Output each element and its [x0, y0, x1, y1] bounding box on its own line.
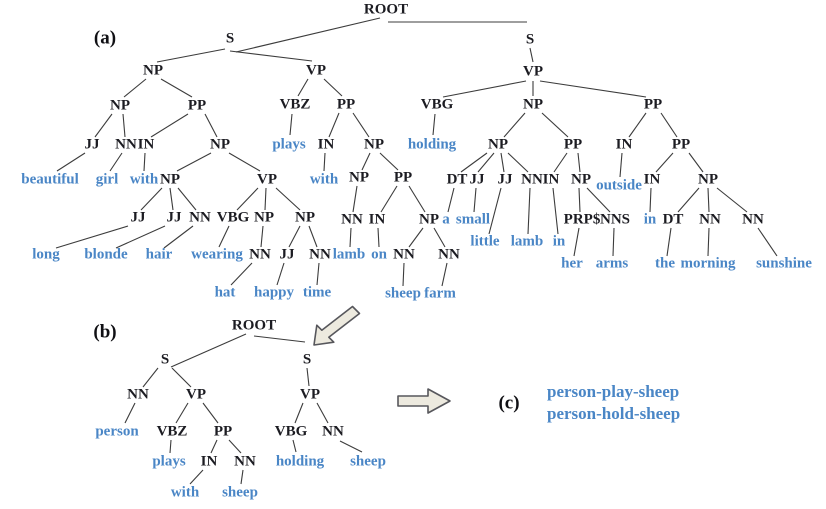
tag-nn: NN — [249, 246, 271, 263]
tag-np: NP — [419, 211, 439, 228]
word-lamb: lamb — [332, 246, 366, 263]
tag-s: S — [525, 31, 535, 48]
tag-jj: JJ — [469, 171, 485, 188]
word-with: with — [170, 484, 200, 501]
tag-vp: VP — [300, 386, 320, 403]
tag-jj: JJ — [279, 246, 295, 263]
tag-dt: DT — [446, 171, 468, 188]
word-outside: outside — [596, 177, 642, 194]
tag-np: NP — [364, 136, 384, 153]
word-with: with — [309, 171, 339, 188]
tag-np: NP — [698, 171, 718, 188]
tag-vp: VP — [257, 171, 277, 188]
tag-pp: PP — [336, 96, 356, 113]
tag-vbg: VBG — [216, 209, 250, 226]
word-her: her — [561, 255, 583, 272]
word-hat: hat — [214, 284, 236, 301]
tag-nn: NN — [393, 246, 415, 263]
word-in: in — [643, 211, 657, 228]
tag-nn: NN — [341, 211, 363, 228]
tag-vbg: VBG — [420, 96, 454, 113]
tag-s: S — [160, 351, 170, 368]
word-sheep: sheep — [385, 285, 421, 302]
word-with: with — [129, 171, 159, 188]
tag-dt: DT — [662, 211, 684, 228]
word-sheep: sheep — [222, 484, 258, 501]
arrow-b-to-c-icon — [398, 389, 450, 413]
tag-vp: VP — [523, 63, 543, 80]
tag-in: IN — [137, 136, 155, 153]
tag-vp: VP — [306, 62, 326, 79]
tag-s: S — [225, 30, 235, 47]
tag-np: NP — [254, 209, 274, 226]
tag-np: NP — [210, 136, 230, 153]
tag-in: IN — [615, 136, 633, 153]
word-sunshine: sunshine — [756, 255, 812, 272]
tag-vbz: VBZ — [279, 96, 311, 113]
word-blonde: blonde — [84, 246, 128, 263]
tag-jj: JJ — [130, 209, 146, 226]
tag-in: IN — [200, 453, 218, 470]
tag-np: NP — [160, 171, 180, 188]
word-wearing: wearing — [191, 246, 243, 263]
word-the: the — [655, 255, 675, 272]
tag-root: ROOT — [363, 1, 409, 18]
word-sheep: sheep — [350, 453, 386, 470]
tag-pp: PP — [187, 97, 207, 114]
tag-pp: PP — [671, 136, 691, 153]
tag-nn: NN — [699, 211, 721, 228]
word-person: person — [95, 423, 139, 440]
word-small: small — [455, 211, 491, 228]
tag-s: S — [302, 351, 312, 368]
tag-nns: NNS — [599, 211, 631, 228]
word-on: on — [371, 246, 387, 263]
tag-jj: JJ — [166, 209, 182, 226]
triple-person-hold-sheep: person-hold-sheep — [547, 404, 681, 423]
tag-jj: JJ — [497, 171, 513, 188]
tag-np: NP — [571, 171, 591, 188]
tag-pp: PP — [213, 423, 233, 440]
word-plays: plays — [272, 136, 306, 153]
tag-nn: NN — [521, 171, 543, 188]
panel-label-c: (c) — [498, 392, 520, 414]
word-time: time — [302, 284, 332, 301]
tag-nn: NN — [189, 209, 211, 226]
tag-nn: NN — [309, 246, 331, 263]
word-holding: holding — [407, 136, 457, 153]
word-girl: girl — [95, 171, 119, 188]
word-happy: happy — [253, 284, 295, 301]
tag-in: IN — [317, 136, 335, 153]
extracted-triples — [547, 381, 680, 425]
word-lamb: lamb — [510, 233, 544, 250]
word-long: long — [32, 246, 60, 263]
panel-label-a: (a) — [93, 27, 117, 49]
tag-pp: PP — [563, 136, 583, 153]
word-in: in — [552, 233, 566, 250]
tag-nn: NN — [115, 136, 137, 153]
tag-nn: NN — [742, 211, 764, 228]
tag-np: NP — [523, 96, 543, 113]
tag-vbz: VBZ — [156, 423, 188, 440]
tag-np: NP — [143, 62, 163, 79]
word-a: a — [442, 211, 450, 228]
tag-np: NP — [488, 136, 508, 153]
word-beautiful: beautiful — [21, 171, 79, 188]
word-little: little — [470, 233, 500, 250]
word-farm: farm — [424, 285, 456, 302]
tag-in: IN — [542, 171, 560, 188]
tag-np: NP — [110, 97, 130, 114]
word-hair: hair — [145, 246, 173, 263]
tag-in: IN — [368, 211, 386, 228]
tag-nn: NN — [127, 386, 149, 403]
tag-nn: NN — [322, 423, 344, 440]
word-arms: arms — [595, 255, 629, 272]
tag-root: ROOT — [231, 317, 277, 334]
word-holding: holding — [275, 453, 325, 470]
tag-nn: NN — [234, 453, 256, 470]
panel-label-b: (b) — [93, 321, 117, 343]
tag-vp: VP — [186, 386, 206, 403]
tag-pp: PP — [643, 96, 663, 113]
block-arrows — [314, 307, 450, 414]
word-morning: morning — [680, 255, 736, 272]
tag-jj: JJ — [84, 136, 100, 153]
tag-in: IN — [643, 171, 661, 188]
tag-pp: PP — [393, 169, 413, 186]
tag-nn: NN — [438, 246, 460, 263]
tag-vbg: VBG — [274, 423, 308, 440]
arrow-a-to-b-icon — [314, 307, 360, 346]
tag-np: NP — [349, 169, 369, 186]
word-plays: plays — [152, 453, 186, 470]
triple-person-play-sheep: person-play-sheep — [547, 382, 680, 401]
tag-np: NP — [295, 209, 315, 226]
tag-prps: PRP$ — [563, 211, 601, 228]
